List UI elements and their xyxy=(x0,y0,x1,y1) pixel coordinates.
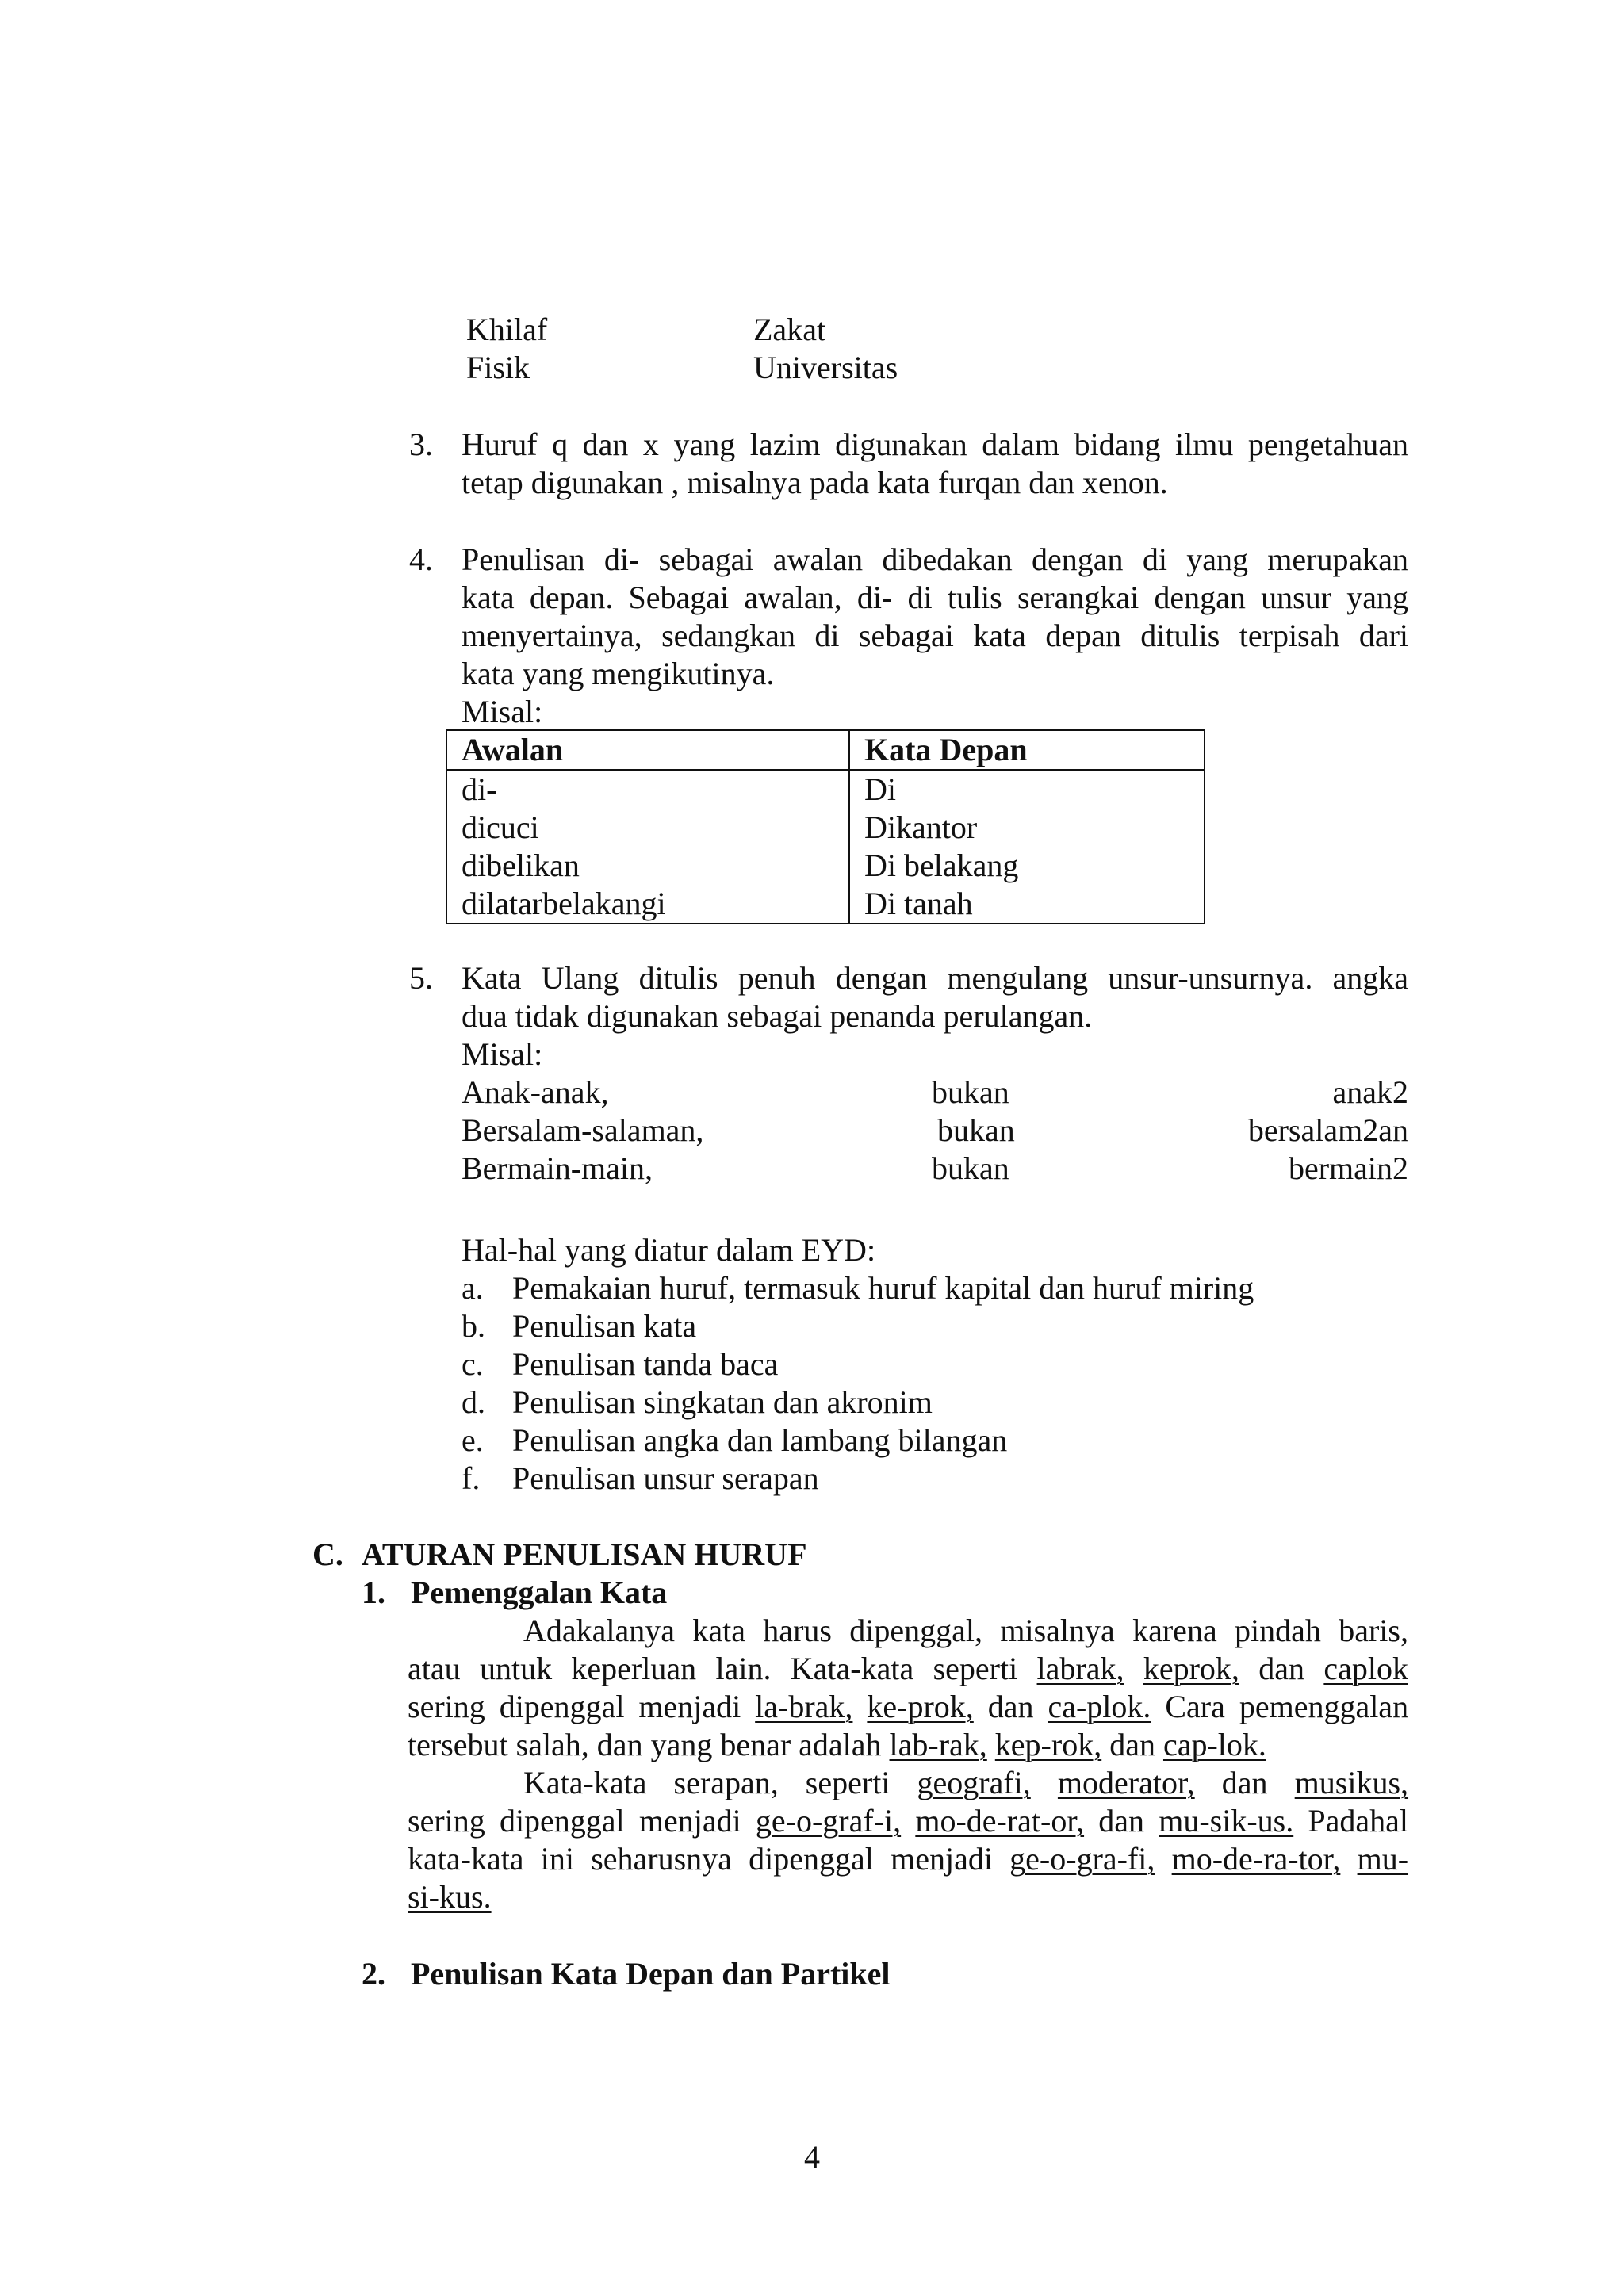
eyd-item: Penulisan kata xyxy=(512,1308,697,1344)
section-label: C. xyxy=(312,1536,343,1572)
table-cell: Di xyxy=(849,770,1205,809)
table-cell: Di tanah xyxy=(849,885,1205,924)
example-wrong: anak2 xyxy=(1332,1074,1408,1110)
eyd-letter: b. xyxy=(462,1308,485,1344)
eyd-item: Penulisan angka dan lambang bilangan xyxy=(512,1422,1008,1458)
eyd-letter: f. xyxy=(462,1460,481,1496)
item4-line: kata depan. Sebagai awalan, di- di tulis serangkai dengan unsur yang xyxy=(462,580,1408,615)
item3-line: Huruf q dan x yang lazim digunakan dalam bidang ilmu pengetahuan xyxy=(462,427,1408,462)
word-list-row xyxy=(753,349,898,387)
word-list-left: Fisik xyxy=(466,350,530,385)
paragraph-line: Kata-kata serapan, seperti geografi, moderator, dan musikus, xyxy=(523,1765,1409,1800)
example-separator: bukan xyxy=(932,1150,1009,1186)
column-header: Kata Depan xyxy=(849,730,1205,770)
item4-line: Penulisan di- sebagai awalan dibedakan dengan di yang merupakan xyxy=(462,541,1408,577)
table-header-row xyxy=(446,730,1205,770)
eyd-letter: e. xyxy=(462,1422,484,1458)
word-list-row xyxy=(466,311,547,349)
table-cell: dilatarbelakangi xyxy=(446,885,849,924)
item-number: 5. xyxy=(409,960,433,996)
subsection-number: 1. xyxy=(362,1575,385,1610)
eyd-item: Penulisan unsur serapan xyxy=(512,1460,819,1496)
item-number: 3. xyxy=(409,427,433,462)
example-wrong: bermain2 xyxy=(1288,1150,1408,1186)
example-word: labrak, xyxy=(1036,1651,1124,1686)
table-row xyxy=(446,847,1205,885)
word-list-row xyxy=(753,311,825,349)
subsection-title: Pemenggalan Kata xyxy=(411,1575,668,1610)
paragraph-line: sering dipenggal menjadi la-brak, ke-prok, dan ca-plok. Cara pemenggalan xyxy=(408,1689,1409,1724)
word-list-right: Universitas xyxy=(753,350,898,385)
example-separator: bukan xyxy=(937,1112,1015,1148)
example-word: cap-lok. xyxy=(1162,1727,1266,1762)
item4-line: kata yang mengikutinya. xyxy=(462,656,775,691)
item5-line: dua tidak digunakan sebagai penanda perulangan. xyxy=(462,998,1093,1034)
example-correct: Bersalam-salaman, xyxy=(462,1112,704,1148)
item4-line: menyertainya, sedangkan di sebagai kata depan ditulis terpisah dari xyxy=(462,618,1408,653)
eyd-item: Penulisan singkatan dan akronim xyxy=(512,1384,933,1420)
misal-label: Misal: xyxy=(462,1036,543,1072)
paragraph-line: atau untuk keperluan lain. Kata-kata seperti labrak, keprok, dan caplok xyxy=(408,1651,1408,1686)
example-word: ge-o-graf-i, xyxy=(755,1803,902,1839)
example-correct: Anak-anak, xyxy=(462,1074,609,1110)
paragraph-line xyxy=(408,1878,1408,1916)
prefix-vs-preposition-table xyxy=(446,729,1205,924)
eyd-letter: c. xyxy=(462,1346,484,1382)
paragraph-line: sering dipenggal menjadi ge-o-graf-i, mo-de-rat-or, dan mu-sik-us. Padahal xyxy=(408,1803,1409,1839)
example-word: si-kus. xyxy=(408,1879,492,1915)
example-word: moderator, xyxy=(1057,1765,1195,1800)
example-word: musikus, xyxy=(1294,1765,1409,1800)
example-word: mo-de-rat-or, xyxy=(915,1803,1085,1839)
table-row xyxy=(446,809,1205,847)
item-number: 4. xyxy=(409,541,433,577)
example-word: keprok, xyxy=(1143,1651,1239,1686)
eyd-intro: Hal-hal yang diatur dalam EYD: xyxy=(462,1232,876,1268)
table-cell: Dikantor xyxy=(849,809,1205,847)
section-title: ATURAN PENULISAN HURUF xyxy=(362,1536,807,1572)
eyd-letter: a. xyxy=(462,1270,484,1306)
word-list-right: Zakat xyxy=(753,312,826,347)
example-word: mu- xyxy=(1357,1841,1409,1877)
table-row xyxy=(446,885,1205,924)
word-list-row xyxy=(466,349,530,387)
word-list-left: Khilaf xyxy=(466,312,548,347)
column-header: Awalan xyxy=(446,730,849,770)
page-number: 4 xyxy=(804,2139,820,2175)
subsection-title: Penulisan Kata Depan dan Partikel xyxy=(411,1956,891,1992)
eyd-item: Pemakaian huruf, termasuk huruf kapital dan huruf miring xyxy=(512,1270,1254,1306)
example-word: ca-plok. xyxy=(1048,1689,1151,1724)
eyd-item: Penulisan tanda baca xyxy=(512,1346,779,1382)
example-word: kep-rok, xyxy=(994,1727,1102,1762)
example-wrong: bersalam2an xyxy=(1247,1112,1408,1148)
example-word: mo-de-ra-tor, xyxy=(1171,1841,1341,1877)
paragraph-line: tersebut salah, dan yang benar adalah lab-rak, kep-rok, dan cap-lok. xyxy=(408,1727,1266,1762)
table-row xyxy=(446,770,1205,809)
eyd-letter: d. xyxy=(462,1384,485,1420)
item3-line: tetap digunakan , misalnya pada kata furqan dan xenon. xyxy=(462,465,1168,500)
paragraph-line: Adakalanya kata harus dipenggal, misalnya karena pindah baris, xyxy=(523,1613,1408,1648)
example-correct: Bermain-main, xyxy=(462,1150,653,1186)
misal-label: Misal: xyxy=(462,694,543,729)
example-word: la-brak, xyxy=(755,1689,853,1724)
example-word: ke-prok, xyxy=(867,1689,974,1724)
item5-line: Kata Ulang ditulis penuh dengan mengulang unsur-unsurnya. angka xyxy=(462,960,1408,996)
subsection-number: 2. xyxy=(362,1956,385,1992)
table-cell: dicuci xyxy=(446,809,849,847)
example-word: geografi, xyxy=(917,1765,1031,1800)
example-word: caplok xyxy=(1323,1651,1408,1686)
table-cell: dibelikan xyxy=(446,847,849,885)
example-word: ge-o-gra-fi, xyxy=(1009,1841,1155,1877)
example-word: lab-rak, xyxy=(889,1727,987,1762)
example-separator: bukan xyxy=(932,1074,1009,1110)
table-cell: Di belakang xyxy=(849,847,1205,885)
example-word: mu-sik-us. xyxy=(1159,1803,1294,1839)
table-cell: di- xyxy=(446,770,849,809)
paragraph-line: kata-kata ini seharusnya dipenggal menjadi ge-o-gra-fi, mo-de-ra-tor, mu- xyxy=(408,1841,1409,1877)
